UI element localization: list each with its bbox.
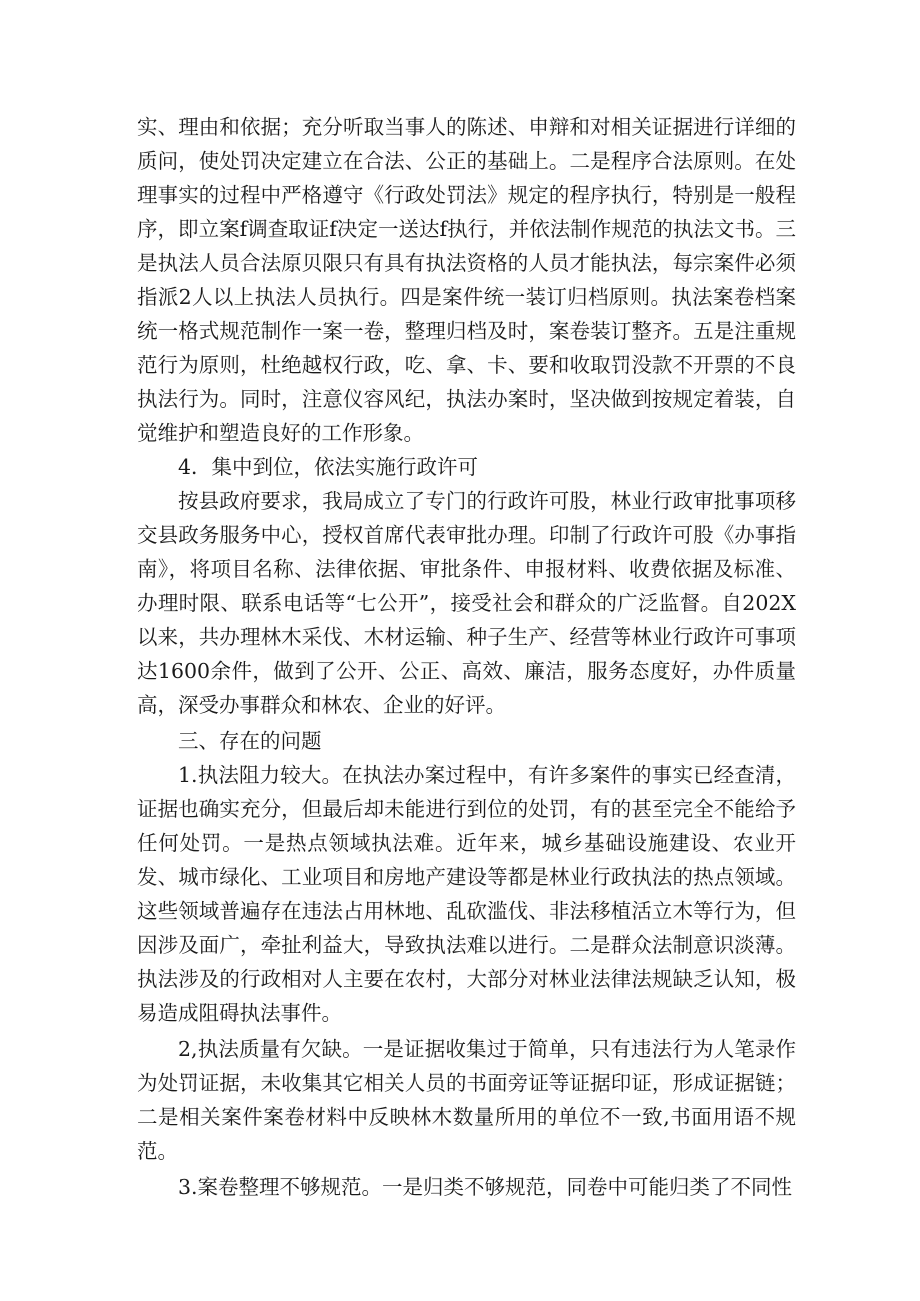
section-heading-administrative-license: 4．集中到位，依法实施行政许可 <box>178 455 479 479</box>
body-paragraph: 1.执法阻力较大。在执法办案过程中，有许多案件的事实已经查清，证据也确实充分，但最后却未能进行到位的处罚，有的甚至完全不能给予任何处罚。一是热点领域执法难。近年来，城乡基础设施建设、农业开发、城市绿化、工业项目和房地产建设等都是林业行政执法的热点领域。这些领域普遍存在违法占用林地、乱砍滥伐、非法移植活立木等行为，但因涉及面广，牵扯利益大，导致执法难以进行。二是群众法制意识淡薄。执法涉及的行政相对人主要在农村，大部分对林业法律法规缺乏认知，极易造成阻碍执法事件。 <box>137 763 796 1025</box>
body-paragraph: 2,执法质量有欠缺。一是证据收集过于简单，只有违法行为人笔录作为处罚证据，未收集其它相关人员的书面旁证等证据印证，形成证据链；二是相关案件案卷材料中反映林木数量所用的单位不一致,书面用语不规范。 <box>137 1037 796 1163</box>
body-paragraph: 3.案卷整理不够规范。一是归类不够规范，同卷中可能归类了不同性 <box>178 1175 793 1199</box>
body-paragraph: 按县政府要求，我局成立了专门的行政许可股，林业行政审批事项移交县政务服务中心，授权首席代表审批办理。印制了行政许可股《办事指南》，将项目名称、法律依据、审批条件、申报材料、收费依据及标准、办理时限、联系电话等“七公开”，接受社会和群众的广泛监督。自202X以来，共办理林木采伐、木材运输、种子生产、经营等林业行政许可事项达1600余件，做到了公开、公正、高效、廉洁，服务态度好，办件质量高，深受办事群众和林农、企业的好评。 <box>137 489 796 717</box>
section-heading-existing-problems: 三、存在的问题 <box>178 729 322 753</box>
body-paragraph: 实、理由和依据；充分听取当事人的陈述、申辩和对相关证据进行详细的质问，使处罚决定建立在合法、公正的基础上。二是程序合法原则。在处理事实的过程中严格遵守《行政处罚法》规定的程序执行，特别是一般程序，即立案f调查取证f决定一送达f执行，并依法制作规范的执法文书。三是执法人员合法原贝限只有具有执法资格的人员才能执法，每宗案件必须指派2人以上执法人员执行。四是案件统一装订归档原则。执法案卷档案统一格式规范制作一案一卷，整理归档及时，案卷装订整齐。五是注重规范行为原则，杜绝越权行政，吃、拿、卡、要和收取罚没款不开票的不良执法行为。同时，注意仪容风纪，执法办案时，坚决做到按规定着装，自觉维护和塑造良好的工作形象。 <box>137 115 796 445</box>
